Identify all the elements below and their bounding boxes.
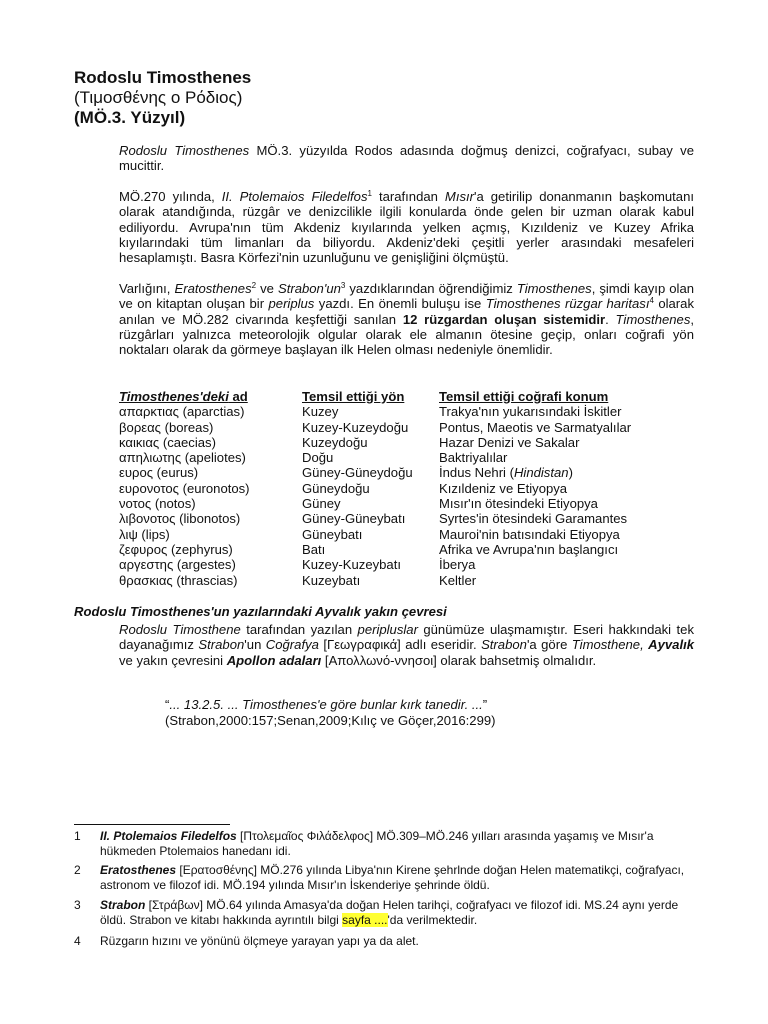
table-row: θρασκιας (thrascias) Kuzeybatı Keltler [119, 572, 477, 588]
person-name: Rodoslu Timosthenes [119, 143, 250, 158]
table-row: νοτος (notos) Güney Mısır'ın ötesindeki Etiyopya [119, 496, 598, 512]
table-row: απηλιωτης (apeliotes) Doğu Baktriyalılar [119, 450, 508, 466]
title-name: Rodoslu Timosthenes [74, 68, 252, 87]
table-row: ευρονοτος (euronotos) Güneydoğu Kızıldeniz ve Etiyopya [119, 480, 568, 496]
table-row: καικιας (caecias) Kuzeydoğu Hazar Denizi ve Sakalar [119, 434, 580, 450]
table-row: ευρος (eurus) Güney-Güneydoğu İndus Nehri (Hindistan) [119, 465, 573, 481]
footnote-ref-2[interactable]: 2 [251, 281, 257, 290]
table-row: ζεφυρος (zephyrus) Batı Afrika ve Avrupa'nın başlangıcı [119, 541, 619, 557]
footnote-2: 2 Eratosthenes [Ερατοσθένης] MÖ.276 yılında Libya'nın Kirene şehrlnde doğan Helen matematikçi, coğrafyacı, astronom ve filozof idi. MÖ.194 yılında Mısır'ın İskenderiye şehrinde öldü. [74, 863, 685, 892]
wind-map-paragraph: Varlığını, Eratosthenes$^2$ ve $Strabon'un^3$ yazdıklarından öğrendiğimiz Timosthenes, şimdi kayıp olan ve on kitaptan oluşan bir periplus yazdı. En önemli buluşu ise Timosthenes rüzgar haritası$^4$ olarak anılan ve MÖ.282 civarında keşfettiği sanılan 12 rüzgardan oluşan sistemidir. Timosthenes, rüzgârları yalnızca meteorolojik olgular olarak ele almanın ötesine geçip, onları coğrafi yön noktaları olarak da görmeye başlayan ilk Helen olması nedeniyle önemlidir. [119, 281, 695, 358]
table-row: βορεας (boreas) Kuzey-Kuzeydoğu Pontus, Maeotis ve Sarmatyalılar [119, 419, 632, 435]
footnote-ref-4[interactable]: 4 [649, 296, 654, 306]
table-row: απαρκτιας (aparctias) Kuzey Trakya'nın yukarısındaki İskitler [119, 404, 622, 420]
intro-paragraph: Rodoslu Timosthenes MÖ.3. yüzyılda Rodos adasında doğmuş denizci, coğrafyacı, subay ve mucittir. [119, 143, 694, 174]
citation: (Strabon,2000:157;Senan,2009;Kılıç ve Göçer,2016:299) [165, 713, 496, 728]
header-name: Timosthenes'deki ad [119, 389, 248, 404]
table-row: λιψ (lips) Güneybatı Mauroi'nin batısındaki Etiyopya [119, 526, 620, 542]
footnote-separator [74, 824, 230, 825]
header-direction: Temsil ettiği yön [302, 389, 405, 404]
quotation: “... 13.2.5. ... Timosthenes'e göre bunlar kırk tanedir. ...” [165, 697, 488, 712]
header-location: Temsil ettiği coğrafi konum [439, 389, 609, 404]
title-greek: (Τιμοσθένης ο Ρόδιος) [74, 88, 243, 107]
title-century: (MÖ.3. Yüzyıl) [74, 108, 186, 127]
winds-table [119, 389, 679, 588]
footnote-ref-3[interactable]: 3 [340, 281, 346, 290]
biography-paragraph: MÖ.270 yılında, II. Ptolemaios Filedelfos$^1$ tarafından Mısır'a getirilip donanmanın başkomutanı olarak atandığında, rüzgâr ve denizcilikle ilgili konularda önde gelen bir uzman olarak kabul ediliyordu. Avrupa'nın tüm Akdeniz kıyılarında yelken açmış, Kızıldeniz ve Kuzey Afrika kıyılarındaki tüm limanları da biliyordu. Akdeniz'deki çeşitli yerler arasındaki mesafeleri hesaplamıştı. Basra Körfezi'nin uzunluğunu ve genişliğini ölçmüştü. [119, 189, 695, 266]
section-heading: Rodoslu Timosthenes'un yazılarındaki Ayvalık yakın çevresi [74, 604, 447, 619]
footnote-ref-1[interactable]: 1 [367, 189, 372, 198]
footnote-1: 1 II. Ptolemaios Filedelfos [Πτολεμαῖος Φιλάδελφος] MÖ.309–MÖ.246 yılları arasında yaşamış ve Mısır'a hükmeden Ptolemaios hanedanı idi. [74, 829, 654, 858]
table-row: αργεστης (argestes) Kuzey-Kuzeybatı İberya [119, 557, 476, 573]
footnote-4: 4 Rüzgarın hızını ve yönünü ölçmeye yarayan yapı ya da alet. [74, 934, 419, 948]
highlighted-placeholder: sayfa .... [342, 912, 388, 927]
table-header [119, 389, 679, 404]
table-row: λιβονοτος (libonotos) Güney-Güneybatı Syrtes'in ötesindeki Garamantes [119, 511, 628, 527]
footnote-3: 3 Strabon [Στράβων] MÖ.64 yılında Amasya'da doğan Helen tarihçi, coğrafyacı ve filozof idi. MS.24 aynı yerde öldü. Strabon ve kitabı hakkında ayrıntılı bilgi sayfa ....'da verilmektedir. [74, 898, 679, 927]
ayvalik-paragraph: Rodoslu Timosthene tarafından yazılan peripluslar günümüze ulaşmamıştır. Eseri hakkındaki tek dayanağımız Strabon'un Coğrafya [Γεωγραφικά] adlı eseridir. Strabon'a göre Timosthene, Ayvalık ve yakın çevresini Apollon adaları [Απολλωνό-ννησοι] olarak bahsetmiş olmalıdır. [119, 622, 695, 668]
